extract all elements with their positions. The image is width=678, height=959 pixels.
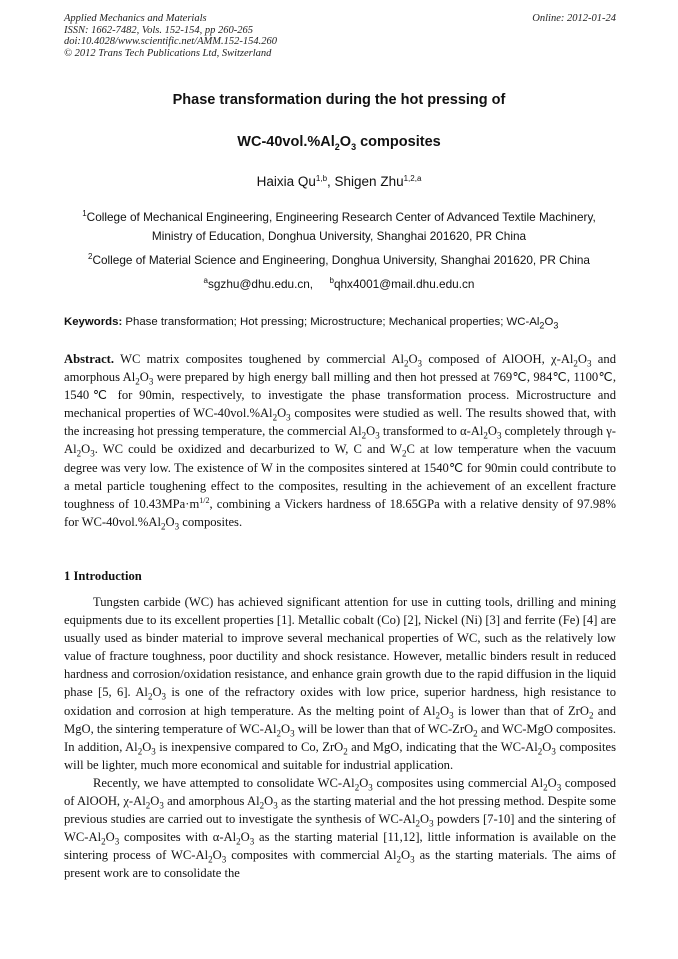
abstract: Abstract. WC matrix composites toughened by commercial $Al_2O_3$ composed of AlOOH, $\chi-Al_2O_3$ and amorphous $Al_2O_3$ were prepared by high energy ball milling and then hot pressed at 769℃, 984℃, 1100℃, 1540℃ for 90min, respectively, to investigate the phase transformation process. Microstructure and mechanical properties of $WC-40vol.\%Al_2O_3$ composites were studied as well. The results showed that, with the increasing hot pressing temperature, the commercial $Al_2O_3$ transformed to $\alpha-Al_2O_3$ completely through $\gamma-Al_2O_3$. WC could be oxidized and decarburized to W, C and $W_2C$ at low temperature when the vacuum degree was very low. The existence of W in the composites sintered at 1540℃ for 90min could contribute to a metal particle toughening effect to the composites, resulting in the achievement of an excellent fracture toughness of $10.43MPa\cdot m^{1/2}$, combining a Vickers hardness of 18.65GPa with a relative density of 97.98% for $WC-40vol.\%Al_2O_3$ composites. <box>64 352 616 532</box>
abstract-label: Abstract. <box>64 352 115 366</box>
keywords-label: Keywords: <box>64 316 123 328</box>
journal-doi: doi:10.4028/www.scientific.net/AMM.152-154.260 <box>64 36 277 47</box>
paper-authors: Haixia Qu$^{1,b}$, Shigen Zhu$^{1,2,a}$ <box>256 174 422 189</box>
journal-copyright: © 2012 Trans Tech Publications Ltd, Switzerland <box>64 47 272 59</box>
section-heading-introduction: 1 Introduction <box>64 569 142 583</box>
journal-issn: ISSN: 1662-7482, Vols. 152-154, pp 260-265 <box>64 24 253 36</box>
paper-title-line1: Phase transformation during the hot pressing of <box>172 92 506 108</box>
keywords: Keywords: Phase transformation; Hot pressing; Microstructure; Mechanical properties; $WC-Al_2O_3$ <box>64 316 559 331</box>
journal-name: Applied Mechanics and Materials <box>64 13 207 24</box>
email-b: qhx4001@mail.dhu.edu.cn <box>333 277 475 291</box>
affiliation-2: $^2$College of Material Science and Engineering, Donghua University, Shanghai 201620, PR China <box>88 252 590 267</box>
paper-title-line2: $WC-40vol.\%Al_2O_3$ composites <box>237 134 441 152</box>
author-emails: $^a$sgzhu@dhu.edu.cn, $^b$qhx4001@mail.dhu.edu.cn <box>203 276 475 291</box>
email-a: sgzhu@dhu.edu.cn, <box>207 277 314 291</box>
journal-header <box>64 13 616 59</box>
author-1: Haixia Qu <box>256 174 316 189</box>
author-2: Shigen Zhu <box>334 174 404 189</box>
introduction-text: Tungsten carbide (WC) has achieved significant attention for use in cutting tools, drilling and mining equipments due to its excellent properties [1]. Metallic cobalt (Co) [2], Nickel (Ni) [3] and ferrite (Fe) [4] are usually used as binder material to improve several mechanical properties of WC, such as the relatively low value of fracture toughness, poor ductility and shock resistance. However, metallic binders result in reduced hardness and corrosion/oxidation resistance, and enhance grain growth due to the rapid diffusion in the liquid phase [5, 6]. $Al_2O_3$ is one of the refractory oxides with low price, superior hardness, high resistance to oxidation and corrosion at high temperature. As the melting point of $Al_2O_3$ is lower than that of ZrO$_2$ and MgO, the sintering temperature of $WC-Al_2O_3$ will be lower than that of WC-ZrO$_2$ and WC-MgO composites. In addition, $Al_2O_3$ is inexpensive compared to Co, ZrO$_2$ and MgO, indicating that the $WC-Al_2O_3$ composites will be lighter, much more economical and suitable for industrial application. Recently, we have attempted to consolidate $WC-Al_2O_3$ composites using commercial $Al_2O_3$ composed of AlOOH, $\chi-Al_2O_3$ and amorphous $Al_2O_3$ as the starting material and the hot pressing method. Despite some previous studies are carried out to investigate the synthesis of $WC-Al_2O_3$ powders [7-10] and the sintering of $WC-Al_2O_3$ composites with $\alpha-Al_2O_3$ as the starting material [11,12], little information is available on the sintering process of $WC-Al_2O_3$ composites with commercial $Al_2O_3$ as the starting materials. The aims of present work are to consolidate the <box>64 595 616 881</box>
online-date: Online: 2012-01-24 <box>532 13 616 24</box>
affiliation-1: $^1$College of Mechanical Engineering, Engineering Research Center of Advanced Textile Machinery, Ministry of Education, Donghua University, Shanghai 201620, PR China <box>82 209 596 243</box>
